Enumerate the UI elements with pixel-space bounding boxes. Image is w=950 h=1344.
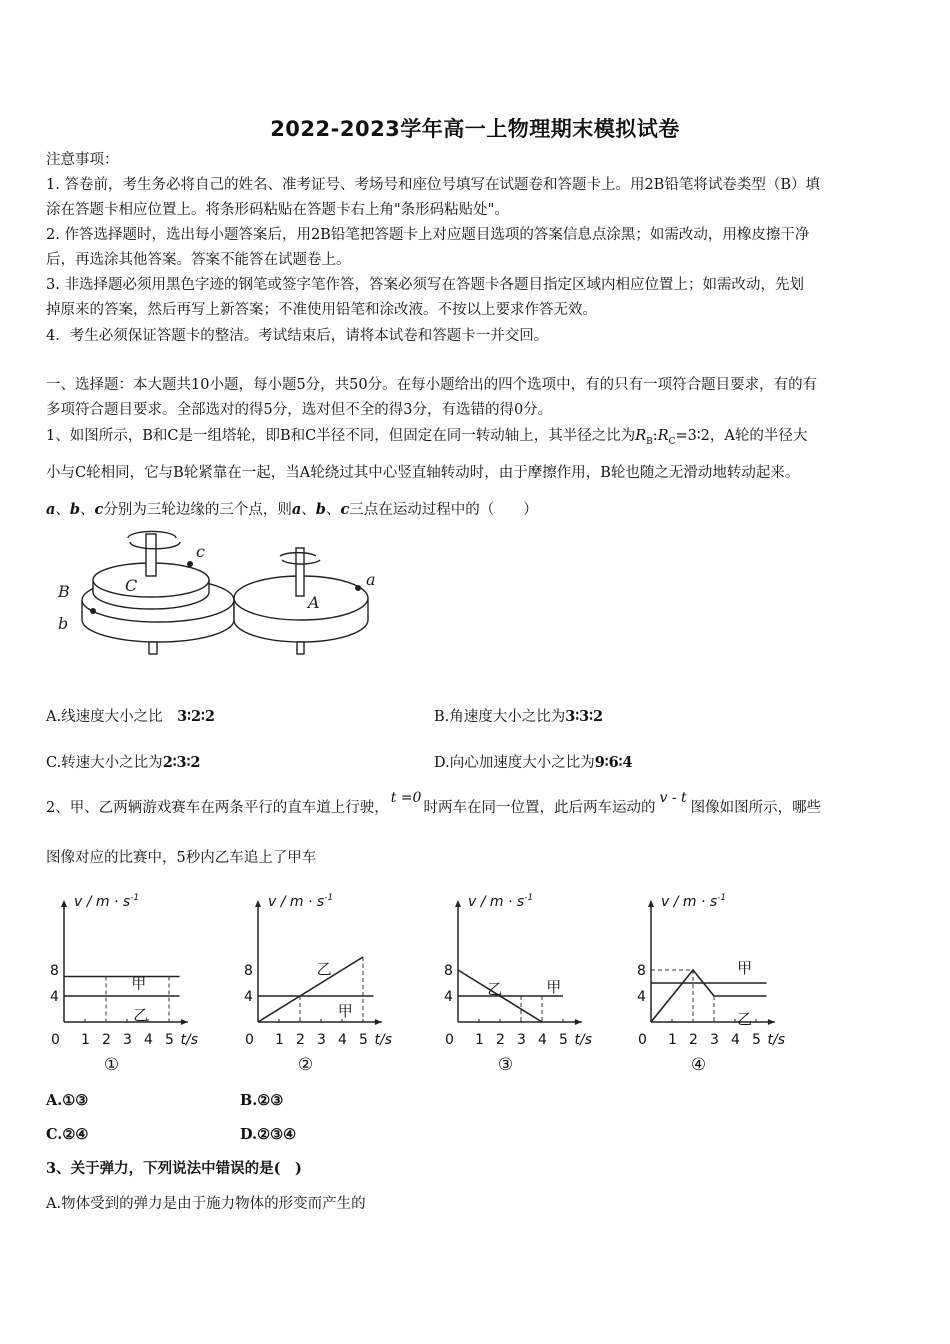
x-tick-label: 2 [496, 1032, 505, 1048]
q1-line-2: 小与C轮相同，它与B轮紧靠在一起，当A轮绕过其中心竖直轴转动时，由于摩擦作用，B轮也随之无滑动地转动起来。 [46, 465, 800, 481]
q1-option-d-label: D.向心加速度大小之比为 [434, 755, 595, 771]
q1-option-b-value: 3∶3∶2 [565, 708, 604, 725]
q2-line-2: 图像对应的比赛中，5秒内乙车追上了甲车 [46, 850, 317, 866]
series-label-jia: 甲 [337, 1002, 353, 1020]
shaft-a [296, 548, 304, 596]
series-label-yi: 乙 [316, 960, 332, 978]
y-axis-label: $v / m \cdot s^{-1}$ [74, 893, 140, 910]
x-tick-label: 4 [144, 1032, 153, 1048]
q1-option-c-label: C.转速大小之比为 [46, 755, 163, 771]
q1-sep: 、 [55, 502, 70, 518]
q1-option-c[interactable] [46, 751, 201, 772]
x-tick-label: 1 [275, 1032, 284, 1048]
notice-line-1: 1. 答卷前，考生务必将自己的姓名、准考证号、考场号和座位号填写在试题卷和答题卡上。用2B铅笔将试卷类型（B）填 [46, 177, 820, 193]
shaft-bc [146, 534, 156, 576]
q1-line-3 [46, 500, 911, 520]
point-c-dot [187, 561, 193, 567]
label-b: b [58, 614, 69, 633]
graph-number: ③ [497, 1055, 514, 1075]
q1-line-1 [46, 426, 911, 452]
q2-option-b[interactable]: B.②③ [240, 1092, 284, 1109]
vt-graph-4 [633, 888, 823, 1078]
notice-line-4: 后，再选涂其他答案。答案不能答在试题卷上。 [46, 252, 351, 268]
point-b-dot [90, 608, 96, 614]
q1-option-a[interactable] [46, 705, 215, 726]
q2-line-1 [46, 790, 911, 818]
q1-point-c: c [94, 501, 104, 518]
q1-option-d-value: 9∶6∶4 [594, 754, 633, 771]
x-tick-label: 4 [538, 1032, 547, 1048]
q1-colon: : [652, 428, 658, 444]
q1-point-a: a [46, 501, 56, 518]
x-axis-label: t/s [767, 1032, 786, 1048]
x-tick-label: 5 [752, 1032, 761, 1048]
x-arrow-icon [575, 1019, 582, 1025]
label-B: B [58, 582, 70, 601]
x-tick-label: 4 [338, 1032, 347, 1048]
q1-option-b-label: B.角速度大小之比为 [434, 709, 566, 725]
label-c: c [196, 542, 205, 561]
y-tick-8: 8 [637, 963, 646, 979]
y-tick-4: 4 [637, 989, 646, 1005]
q1-line3-end: 三点在运动过程中的（ ） [349, 502, 538, 518]
y-tick-4: 4 [444, 989, 453, 1005]
q1-point-a2: a [291, 501, 302, 518]
y-axis-label: $v / m \cdot s^{-1}$ [661, 893, 727, 910]
y-arrow-icon [255, 900, 261, 907]
notice-line-5: 3. 非选择题必须用黑色字迹的钢笔或签字笔作答，答案必须写在答题卡各题目指定区域内相应位置上；如需改动，先划 [46, 277, 804, 293]
origin-label: 0 [638, 1032, 647, 1048]
origin-label: 0 [245, 1032, 254, 1048]
label-A: A [308, 593, 320, 612]
vt-graph-1 [46, 888, 236, 1078]
series-label-yi: 乙 [133, 1006, 149, 1024]
y-arrow-icon [648, 900, 654, 907]
y-axis-label-sup: -1 [130, 893, 140, 903]
q3-line-1: 3、关于弹力，下列说法中错误的是( ) [46, 1160, 302, 1177]
q1-option-a-label: A.线速度大小之比 [46, 709, 178, 725]
q1-rb: R [635, 428, 647, 444]
x-tick-label: 3 [710, 1032, 719, 1048]
y-tick-4: 4 [244, 989, 253, 1005]
x-tick-label: 1 [668, 1032, 677, 1048]
q1-sep: 、 [80, 502, 95, 518]
x-tick-label: 2 [689, 1032, 698, 1048]
y-tick-8: 8 [244, 963, 253, 979]
y-tick-8: 8 [444, 963, 453, 979]
q2-text-c: 图像如图所示，哪些 [690, 800, 822, 816]
notice-line-2: 涂在答题卡相应位置上。将条形码粘贴在答题卡右上角"条形码粘贴处"。 [46, 202, 509, 218]
q1-rb-sub: B [646, 436, 653, 447]
x-tick-label: 3 [517, 1032, 526, 1048]
series-label-jia: 甲 [131, 974, 147, 993]
x-arrow-icon [375, 1019, 382, 1025]
q1-text-b: =3∶2，A轮的半径大 [675, 428, 808, 444]
q1-rc-sub: C [668, 436, 676, 447]
point-a-dot [355, 585, 361, 591]
q1-wheel-figure [46, 528, 386, 658]
x-arrow-icon [768, 1019, 775, 1025]
shaft-bc-bottom [149, 642, 157, 654]
q1-text-a: 1、如图所示，B和C是一组塔轮，即B和C半径不同，但固定在同一转动轴上，其半径之比为 [46, 428, 636, 444]
q1-option-d[interactable] [434, 751, 633, 772]
y-tick-8: 8 [50, 963, 59, 979]
section-intro-1: 一、选择题：本大题共10小题，每小题5分，共50分。在每小题给出的四个选项中，有的只有一项符合题目要求，有的有 [46, 377, 818, 393]
x-axis-label: t/s [180, 1032, 199, 1048]
q1-point-b2: b [315, 501, 326, 518]
y-tick-4: 4 [50, 989, 59, 1005]
q1-sep: 、 [325, 502, 341, 518]
y-axis-label-sup: -1 [324, 893, 334, 903]
x-tick-label: 3 [123, 1032, 132, 1048]
series-label-jia: 甲 [546, 978, 562, 996]
series-label-jia: 甲 [737, 959, 753, 977]
section-intro-2: 多项符合题目要求。全部选对的得5分，选对但不全的得3分，有选错的得0分。 [46, 402, 553, 418]
x-tick-label: 3 [317, 1032, 326, 1048]
y-arrow-icon [61, 900, 67, 907]
q2-vt: v - t [659, 790, 687, 806]
x-tick-label: 1 [475, 1032, 484, 1048]
graph-number: ② [297, 1055, 314, 1075]
shaft-a-bottom [297, 642, 304, 654]
q2-t0: t =0 [390, 790, 422, 806]
vt-graph-3 [440, 888, 630, 1078]
series-label-yi: 乙 [487, 980, 503, 998]
x-arrow-icon [181, 1019, 188, 1025]
y-axis-label-sup: -1 [524, 893, 534, 903]
q1-line3-mid: 分别为三轮边缘的三个点，则 [103, 502, 292, 518]
q1-point-b: b [69, 501, 81, 518]
q1-sep: 、 [301, 502, 316, 518]
x-axis-label: t/s [574, 1032, 593, 1048]
q1-point-c2: c [340, 501, 350, 518]
graph-number: ① [103, 1055, 120, 1075]
q1-rc: R [657, 428, 669, 444]
label-C: C [125, 576, 138, 595]
notice-line-7: 4．考生必须保证答题卡的整洁。考试结束后，请将本试卷和答题卡一并交回。 [46, 328, 549, 344]
label-a: a [366, 570, 376, 589]
q3-option-a[interactable]: A.物体受到的弹力是由于施力物体的形变而产生的 [46, 1196, 366, 1212]
x-tick-label: 5 [559, 1032, 568, 1048]
x-tick-label: 5 [165, 1032, 174, 1048]
x-tick-label: 2 [296, 1032, 305, 1048]
q1-option-a-value: 3∶2∶2 [177, 708, 215, 725]
q2-option-a[interactable]: A.①③ [46, 1092, 89, 1109]
y-axis-label-sup: -1 [717, 893, 727, 903]
q1-option-b[interactable] [434, 705, 603, 726]
x-tick-label: 1 [81, 1032, 90, 1048]
notice-line-3: 2. 作答选择题时，选出每小题答案后，用2B铅笔把答题卡上对应题目选项的答案信息点涂黑；如需改动，用橡皮擦干净 [46, 227, 810, 243]
x-tick-label: 5 [359, 1032, 368, 1048]
series-label-yi: 乙 [737, 1010, 753, 1028]
y-arrow-icon [455, 900, 461, 907]
notice-heading: 注意事项： [46, 152, 119, 168]
page-title: 2022-2023学年高一上物理期末模拟试卷 [270, 117, 680, 141]
origin-label: 0 [445, 1032, 454, 1048]
notice-line-6: 掉原来的答案，然后再写上新答案；不准使用铅笔和涂改液。不按以上要求作答无效。 [46, 302, 597, 318]
x-tick-label: 4 [731, 1032, 740, 1048]
q1-option-c-value: 2∶3∶2 [162, 754, 201, 771]
x-axis-label: t/s [374, 1032, 393, 1048]
y-axis-label: $v / m \cdot s^{-1}$ [468, 893, 534, 910]
q2-text-a: 2、甲、乙两辆游戏赛车在两条平行的直车道上行驶， [46, 800, 389, 816]
origin-label: 0 [51, 1032, 60, 1048]
q2-text-b: 时两车在同一位置，此后两车运动的 [423, 800, 656, 816]
vt-graph-2 [240, 888, 430, 1078]
x-tick-label: 2 [102, 1032, 111, 1048]
y-axis-label: $v / m \cdot s^{-1}$ [268, 893, 334, 910]
graph-number: ④ [690, 1055, 707, 1075]
q2-option-c[interactable]: C.②④ [46, 1126, 89, 1143]
q2-option-d[interactable]: D.②③④ [240, 1126, 297, 1143]
